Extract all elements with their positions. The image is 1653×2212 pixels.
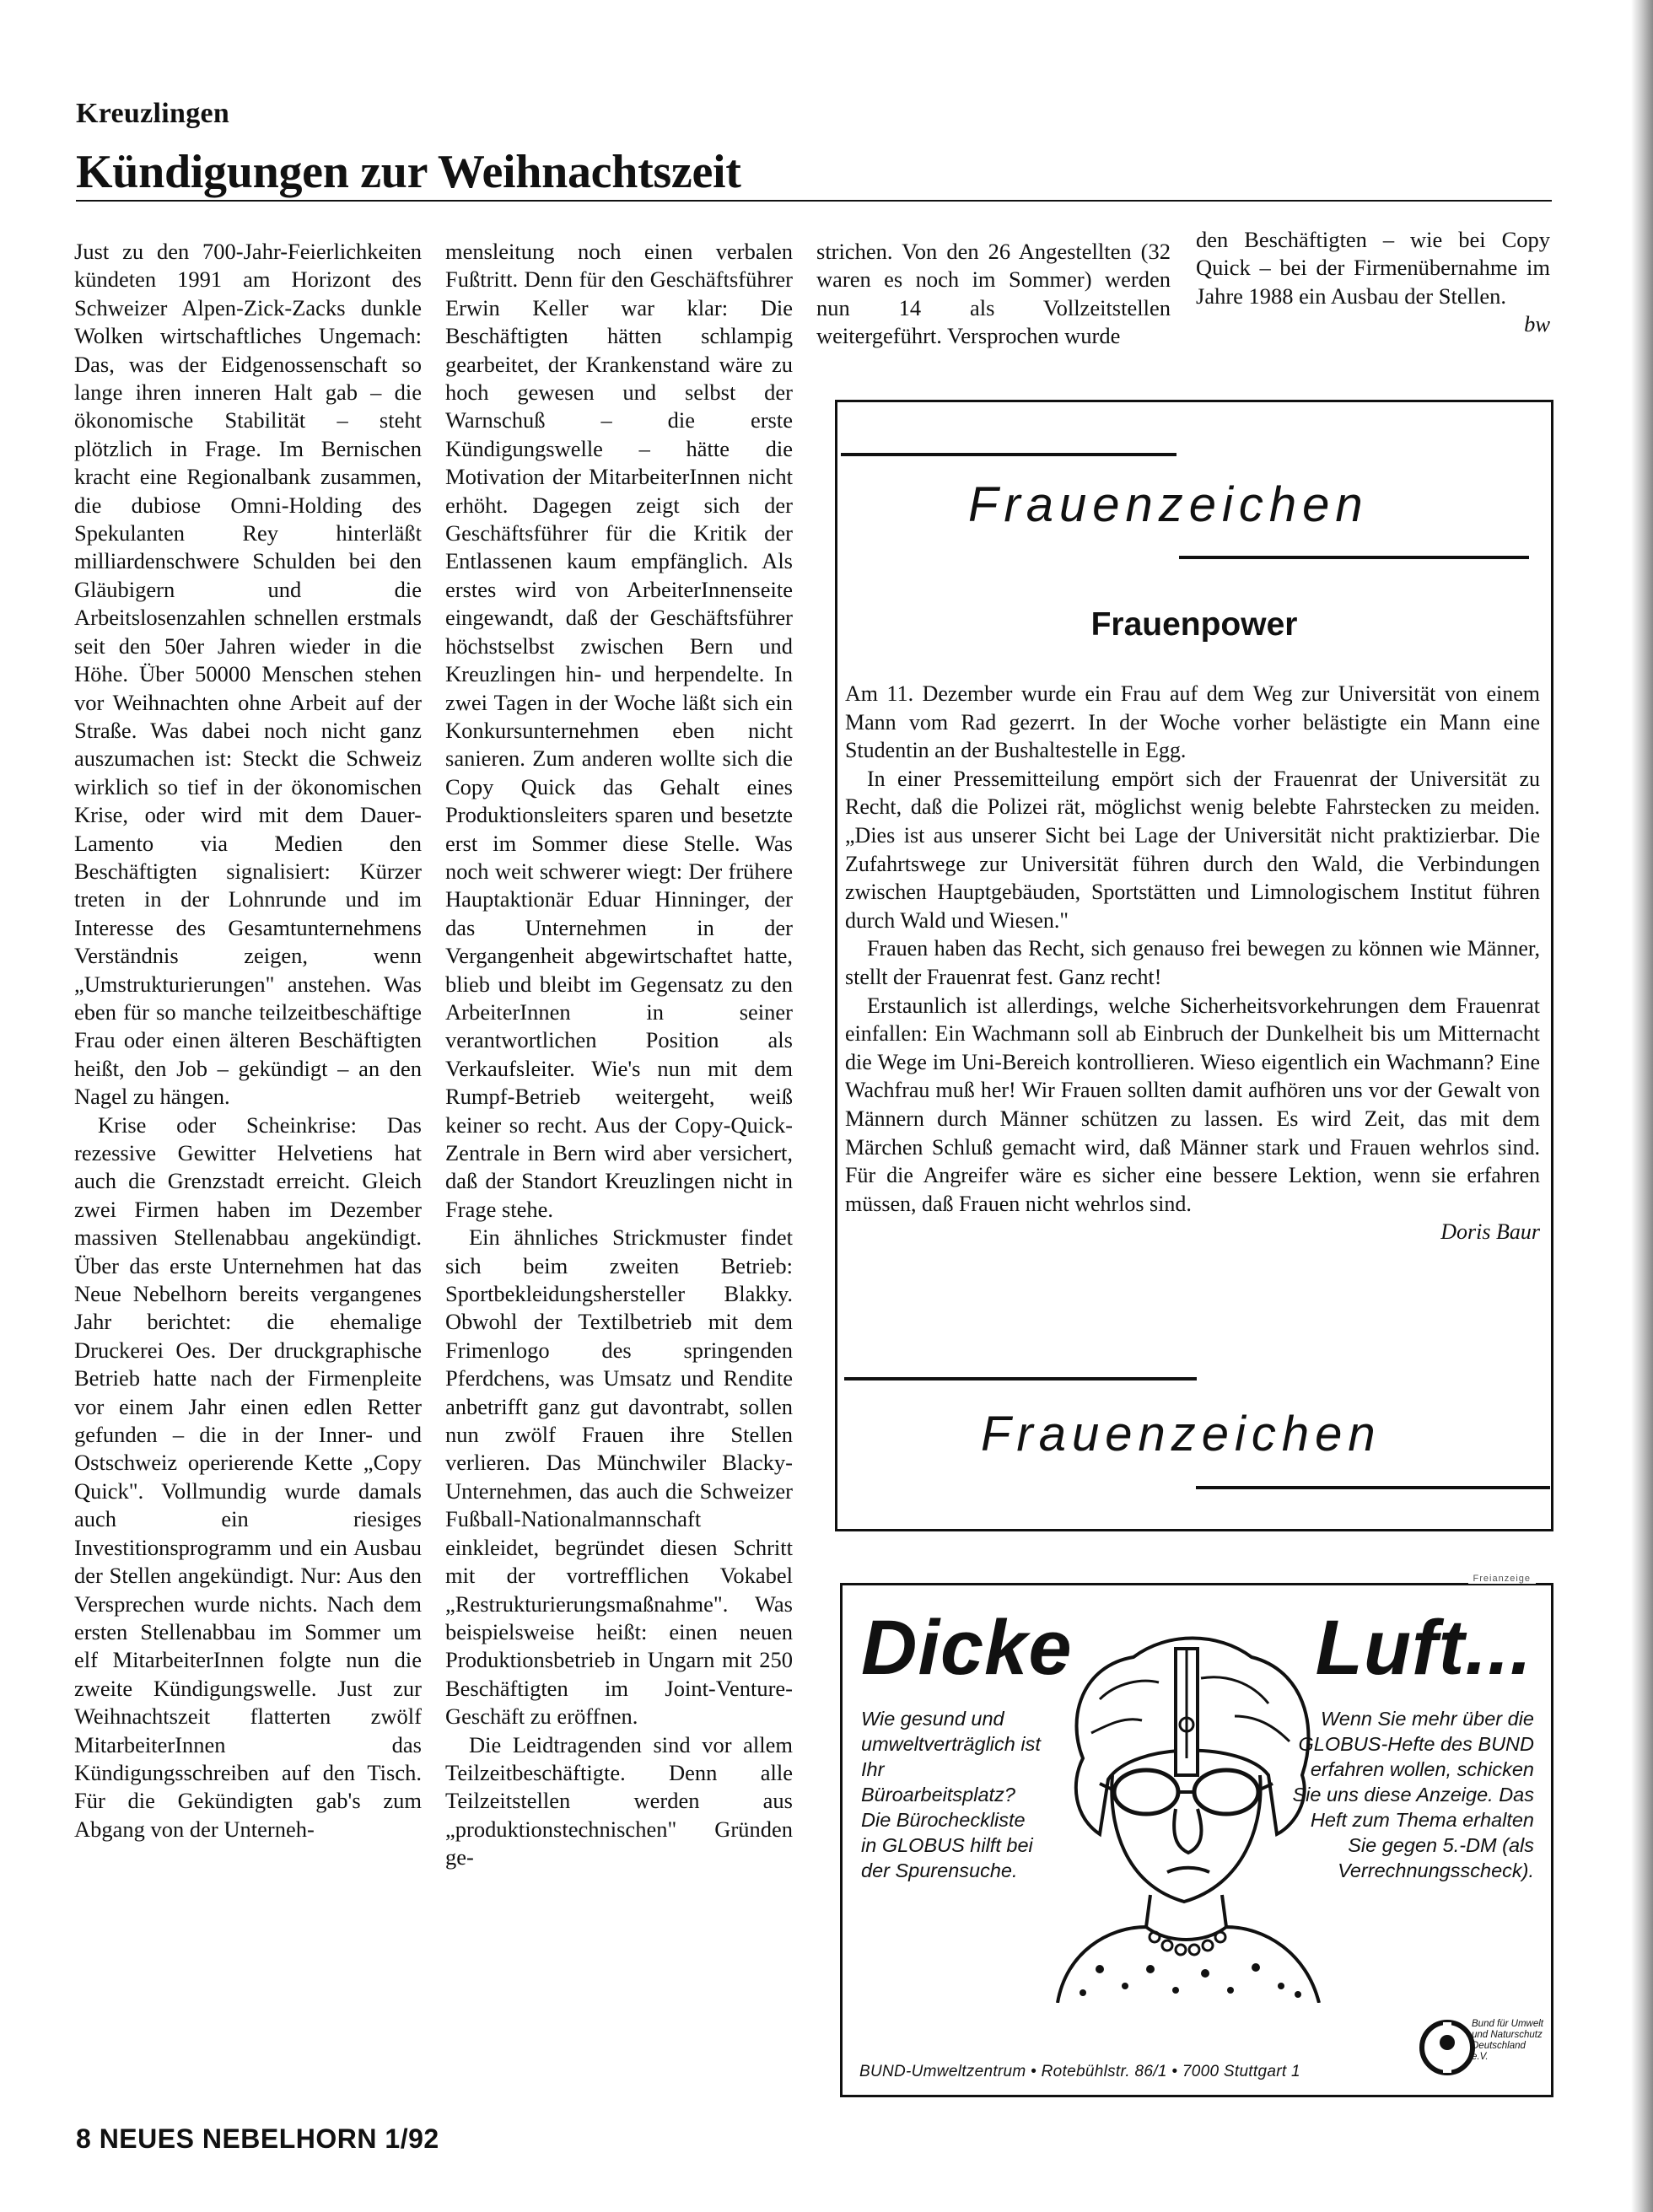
frauenzeichen-paragraph: Frauen haben das Recht, sich genauso frei bewegen zu können wie Männer, stellt der Frauenrat fest. Ganz recht! <box>845 936 1540 989</box>
article-paragraph: strichen. Von den 26 Angestellten (32 waren es noch im Sommer) werden nun 14 als Vollzeitstellen weitergeführt. Versprochen wurde <box>816 239 1171 349</box>
article-paragraph: Krise oder Scheinkrise: Das rezessive Gewitter Helvetiens hat auch die Grenzstadt erreicht. Gleich zwei Firmen haben im Dezember massiven Stellenabbau angekündigt. Über das erste Unternehmen hat das Neue Nebelhorn bereits vergangenes Jahr berichtet: die ehemalige Druckerei Oes. Der druckgraphische Betrieb hatte nach der Firmenpleite vor einem Jahr einen edlen Retter gefunden – die in der Inner- und Ostschweiz operierende Kette „Copy Quick". Vollmundig wurde damals auch ein riesiges Investitionsprogramm und ein Ausbau der Stellen angekündigt. Nur: Aus den Versprechen wurde nichts. Nach dem ersten Stellenabbau im Sommer um elf MitarbeiterInnen folgte nun die zweite Kündigungswelle. Just zur Weihnachtszeit flatterten zwölf MitarbeiterInnen das Kündigungsschreiben auf den Tisch. Für die Gekündigten gab's zum Abgang von der Unterneh- <box>74 1111 422 1842</box>
page-footer: 8 NEUES NEBELHORN 1/92 <box>76 2123 439 2154</box>
article-kicker: Kreuzlingen <box>76 98 230 129</box>
article-paragraph: Ein ähnliches Strickmuster findet sich beim zweiten Betrieb: Sportbekleidungshersteller Blakky. Obwohl der Textilbetrieb mit dem Frimenlogo des springenden Pferdchens, was Umsatz und Rendite anbetrifft ganz gut davontrabt, sollen nun zwölf Frauen ihre Stellen verlieren. Das Münchwiler Blacky-Unternehmen, das auch die Schweizer Fußball-Nationalmannschaft einkleidet, begründet diesen Schritt mit der vortrefflichen Vokabel „Restrukturierungsmaßnahme". Was beispielsweise heißt: einen neuen Produktionsbetrieb in Ungarn mit 250 Beschäftigten im Joint-Venture-Geschäft zu eröffnen. <box>445 1224 793 1730</box>
article-paragraph: Just zu den 700-Jahr-Feierlichkeiten kündeten 1991 am Horizont des Schweizer Alpen-Zick-Zacks dunkle Wolken wirtschaftliches Ungemach: Das, was der Eidgenossenschaft so lange ihren inneren Halt gab – die ökonomische Stabilität – steht plötzlich in Frage. Im Bernischen kracht eine Regionalbank zusammen, die dubiose Omni-Holding des Spekulanten Rey hinterläßt milliardenschwere Schulden bei den Gläubigern und die Arbeitslosenzahlen schnellen erstmals seit den 50er Jahren wieder in die Höhe. Über 50000 Menschen stehen vor Weihnachten ohne Arbeit auf der Straße. Was dabei noch nicht ganz auszumachen ist: Steckt die Schweiz wirklich so tief in der ökonomischen Krise, oder wird mit dem Dauer-Lamento via Medien den Beschäftigten signalisiert: Kürzer treten in der Lohnrunde und im Interesse des Gesamtunternehmens Verständnis zeigen, wenn „Umstrukturierungen" anstehen. Was eben für so manche teilzeitbeschäftige Frau oder einen älteren Beschäftigten heißt, den Job – gekündigt – an den Nagel zu hängen. <box>74 239 422 1110</box>
article-column-2 <box>445 238 793 1872</box>
woman-clothespin-cartoon <box>1049 1632 1327 2003</box>
frauenzeichen-title-top: Frauenzeichen <box>968 477 1369 532</box>
ad-tag: Freianzeige <box>1468 1574 1536 1584</box>
ad-right-text: Wenn Sie mehr über die GLOBUS-Hefte des BUND erfahren wollen, schicken Sie uns diese Anzeige. Das Heft zum Thema erhalten Sie gegen 5.-DM (als Verrechnungsscheck). <box>1292 1708 1534 1881</box>
frauenzeichen-rule-mid <box>1179 556 1529 559</box>
frauenzeichen-rule-bottom <box>1196 1486 1550 1489</box>
frauenzeichen-paragraph: In einer Pressemitteilung empört sich der Frauenrat der Universität zu Recht, daß die Polizei rät, möglichst wenig belebte Fahrstecken zu meiden. „Dies ist aus unserer Sicht bei Lage der Universität nicht praktizierbar. Die Zufahrtswege zur Universität führen durch den Wald, die Verbindungen zwischen Hauptgebäuden, Sportstätten und Limnologischem Institut führen durch Wald und Wiesen." <box>845 766 1540 933</box>
ad-left-text: Wie gesund und umweltverträglich ist Ihr Büroarbeitsplatz? Die Bürocheckliste in GLOBUS hilft bei der Spurensuche. <box>861 1708 1041 1881</box>
frauenzeichen-paragraph: Am 11. Dezember wurde ein Frau auf dem Weg zur Universität von einem Mann vom Rad gezerrt. In der Woche vorher belästigte ein Mann eine Studentin an der Bushaltestelle in Egg. <box>845 681 1540 763</box>
article-paragraph: den Beschäftigten – wie bei Copy Quick – bei der Firmenübernahme im Jahre 1988 ein Ausbau der Stellen. <box>1196 227 1550 309</box>
frauenzeichen-paragraph: Erstaunlich ist allerdings, welche Sicherheitsvorkehrungen dem Frauenrat einfallen: Ein Wachmann soll ab Einbruch der Dunkelheit bis um Mitternacht die Wege im Uni-Bereich kontrollieren. Wieso eigentlich ein Wachmann? Eine Wachfrau muß her! Wir Frauen sollten damit aufhören uns vor der Gewalt von Männern durch Männer schützen zu lassen. Es wird Zeit, das mit dem Märchen Schluß gemacht wird, daß Männer stark und Frauen wehrlos sind. Für die Angreifer wäre es sicher eine bessere Lektion, wenn sie erfahren müssen, daß Frauen nicht wehrlos sind. <box>845 993 1540 1216</box>
frauenzeichen-body <box>845 680 1540 1246</box>
article-paragraph: mensleitung noch einen verbalen Fußtritt. Denn für den Geschäftsführer Erwin Keller war klar: Die Beschäftigten hätten schlampig gearbeitet, der Krankenstand wäre zu hoch gewesen und selbst der Warnschuß – die erste Kündigungswelle – hätte die Motivation der MitarbeiterInnen nicht erhöht. Dagegen zeigt sich der Geschäftsführer für die Kritik der Entlassenen kaum empfänglich. Als erstes wird von ArbeiterInnenseite eingewandt, daß der Geschäftsführer höchstselbst zwischen Bern und Kreuzlingen hin- und herpendelte. In zwei Tagen in der Woche läßt sich ein Konkursunternehmen eben nicht sanieren. Zum anderen wollte sich die Copy Quick das Gehalt eines Produktionsleiters sparen und besetzte erst im Sommer diese Stelle. Was noch weit schwerer wiegt: Der frühere Hauptaktionär Eduar Hinninger, der das Unternehmen in der Vergangenheit abgewirtschaftet hatte, blieb und bleibt im Gegensatz zu den ArbeiterInnen in seiner verantwortlichen Position als Verkaufsleiter. Wie's nun mit dem Rumpf-Betrieb weitergeht, weiß keiner so recht. Aus der Copy-Quick-Zentrale in Bern wird aber versichert, daß der Standort Kreuzlingen nicht in Frage stehe. <box>445 239 793 1222</box>
bund-logo-icon <box>1418 2016 1477 2080</box>
headline-rule <box>76 200 1552 202</box>
bund-organisation-name: Bund für Umwelt und Naturschutz Deutschland e.V. <box>1472 2019 1544 2062</box>
bund-advertisement <box>840 1574 1553 2097</box>
article-column-1 <box>74 238 422 1843</box>
article-headline: Kündigungen zur Weihnachtszeit <box>76 146 741 198</box>
ad-headline-left: Dicke <box>861 1605 1073 1691</box>
article-paragraph: Die Leidtragenden sind vor allem Teilzeitbeschäftigte. Denn alle Teilzeitstellen werden aus „produktionstechnischen" Gründen ge- <box>445 1731 793 1870</box>
ad-address: BUND-Umweltzentrum • Rotebühlstr. 86/1 • 7000 Stuttgart 1 <box>859 2063 1300 2080</box>
article-column-4 <box>1196 226 1550 339</box>
frauenzeichen-rule-top <box>841 453 1176 456</box>
article-author: bw <box>1524 311 1550 337</box>
frauenzeichen-rule-lower <box>844 1377 1197 1380</box>
page-edge-shadow <box>1631 0 1653 2212</box>
frauenzeichen-heading: Frauenpower <box>1090 606 1298 643</box>
article-column-3 <box>816 238 1171 351</box>
ad-headline-right: Luft... <box>1315 1605 1532 1691</box>
frauenzeichen-author: Doris Baur <box>1440 1219 1540 1245</box>
frauenzeichen-title-bottom: Frauenzeichen <box>981 1407 1381 1461</box>
